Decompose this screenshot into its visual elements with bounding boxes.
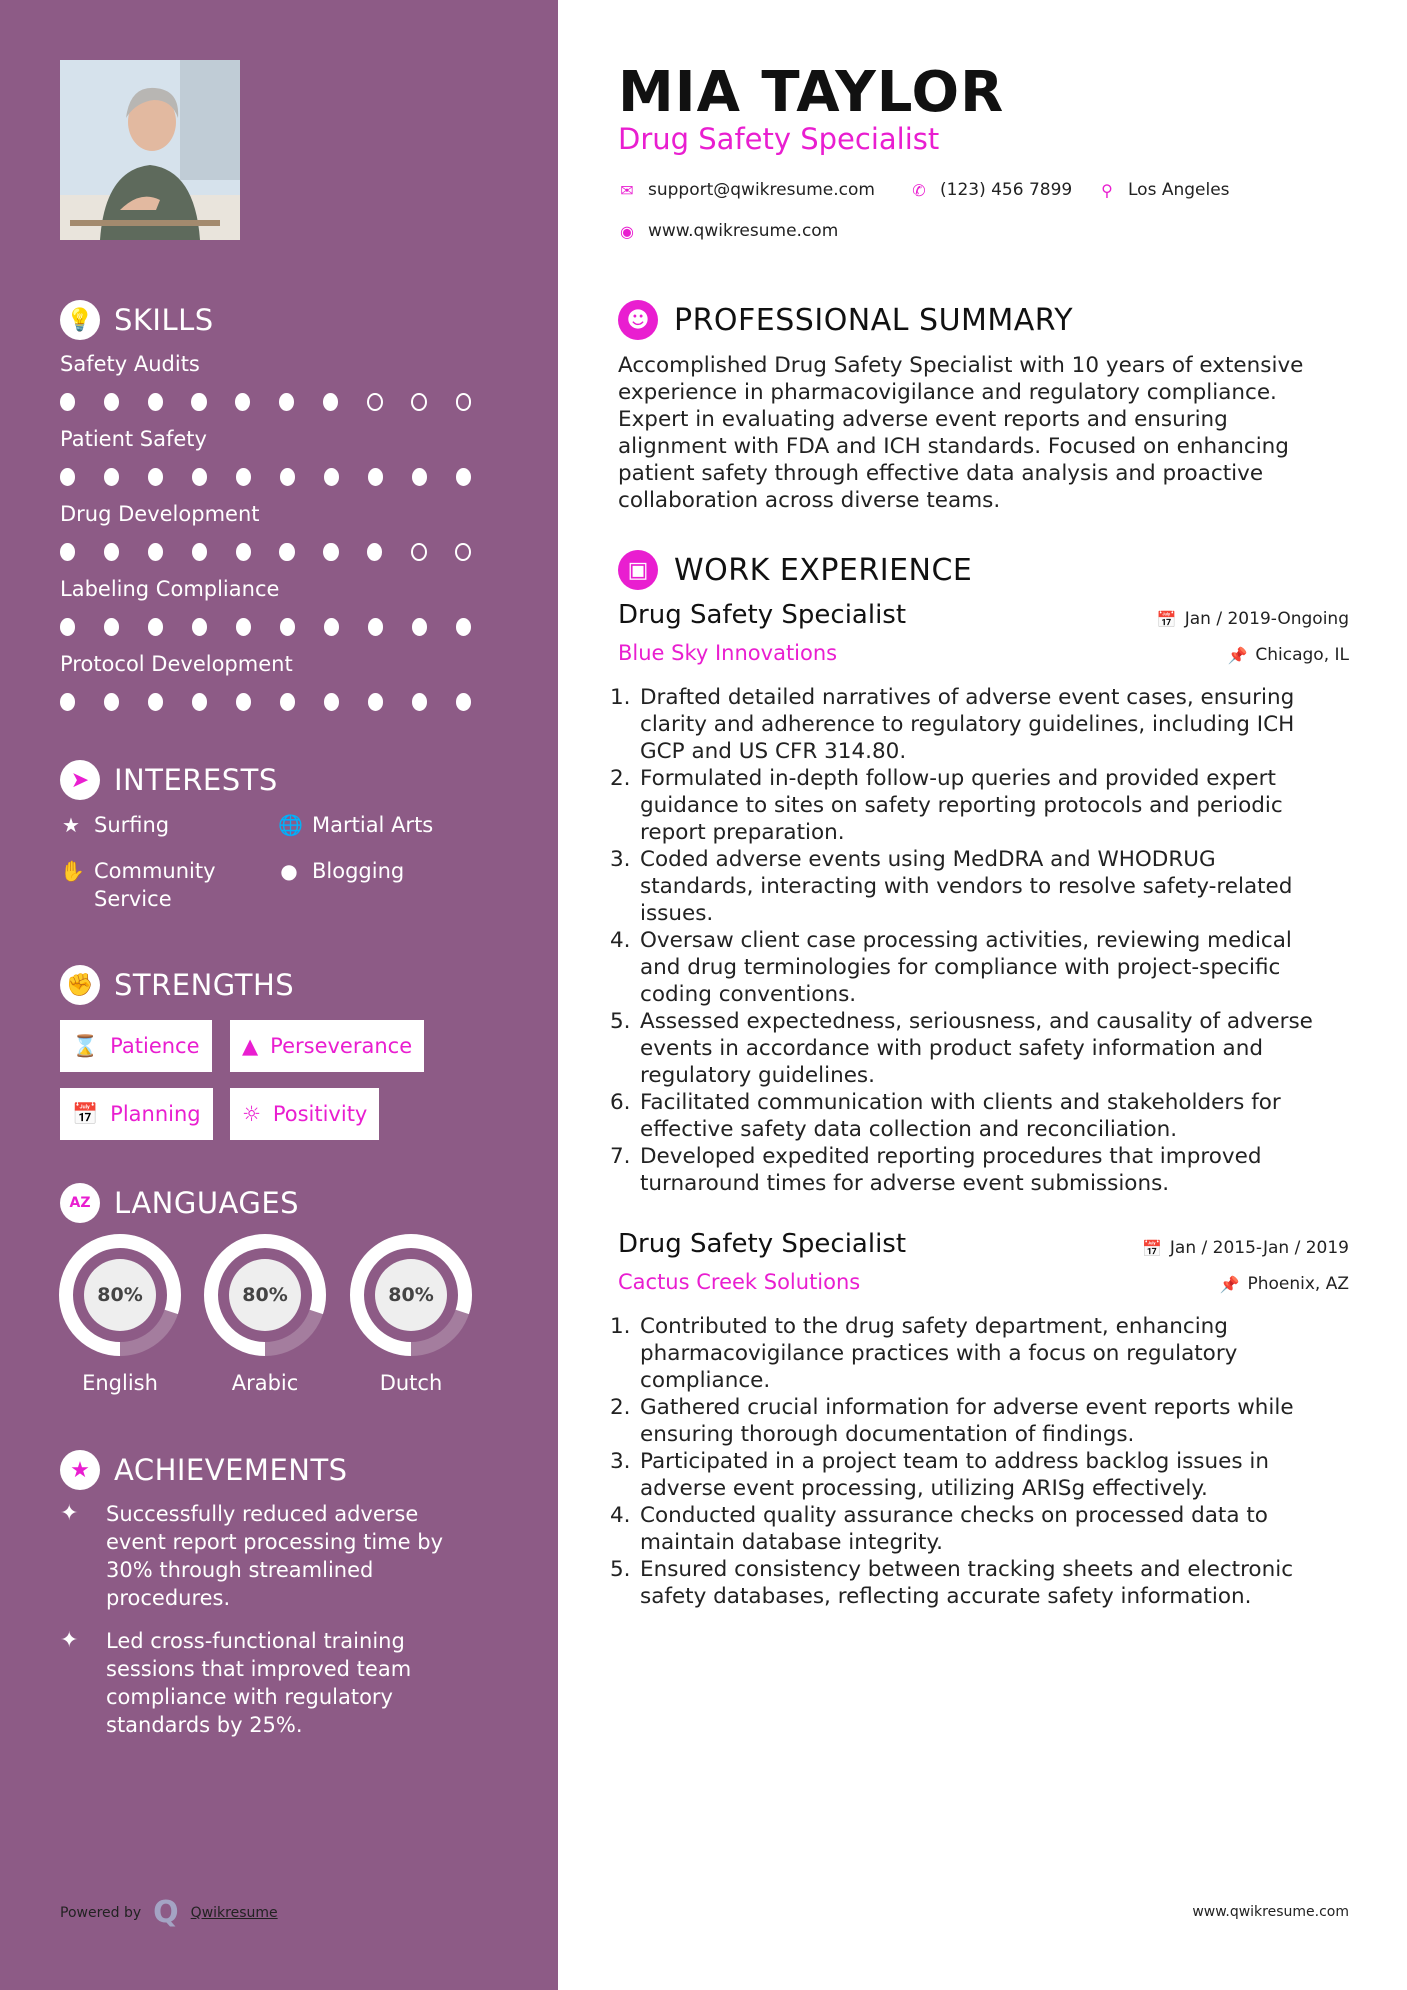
bullet-number: 3. — [610, 1449, 631, 1474]
shooting-star-icon: ✦ — [60, 1501, 79, 1526]
bullet-number: 6. — [610, 1090, 631, 1115]
user-icon: ☻ — [618, 300, 658, 340]
job-title: Drug Safety Specialist — [618, 600, 907, 630]
skill-dot-filled — [192, 618, 207, 636]
bullet-line: turnaround times for adverse event submissions. — [640, 1171, 1170, 1196]
skill-dot-filled — [236, 543, 251, 561]
skill-dot-filled — [148, 618, 163, 636]
language-name: Arabic — [231, 1371, 299, 1395]
job-bullet — [610, 1313, 1358, 1394]
bullet-line: clarity and adherence to regulatory guidelines, including ICH — [640, 712, 1295, 737]
job-bullet — [610, 1556, 1358, 1610]
bullet-line: Participated in a project team to address backlog issues in — [640, 1449, 1269, 1474]
bullet-number: 3. — [610, 847, 631, 872]
contact-email[interactable] — [618, 180, 875, 200]
skill-dot-filled — [192, 543, 207, 561]
contact-location — [1098, 180, 1230, 200]
location-text: Los Angeles — [1128, 180, 1230, 200]
language-english — [58, 1233, 182, 1395]
briefcase-chair-icon: ▣ — [618, 550, 658, 590]
summary-line: collaboration across diverse teams. — [618, 488, 1001, 513]
job-title: Drug Safety Specialist — [618, 1229, 907, 1259]
skill-dot-filled — [412, 693, 427, 711]
skill-dot-filled — [104, 468, 119, 486]
profile-photo — [60, 60, 240, 240]
skill-dot-empty — [411, 393, 427, 411]
sun-icon: ☼ — [242, 1102, 261, 1126]
skill-label: Drug Development — [60, 502, 260, 526]
achievement-item — [60, 1500, 480, 1612]
candidate-name: MIA TAYLOR — [618, 60, 1005, 125]
bullet-number: 7. — [610, 1144, 631, 1169]
bullet-line: Formulated in-depth follow-up queries and provided expert — [640, 766, 1276, 791]
qwikresume-logo-icon: Q — [153, 1895, 179, 1930]
calendar-icon: 📅 — [1156, 609, 1177, 629]
map-pin-icon: ⚲ — [1101, 180, 1113, 200]
skill-dot-filled — [368, 618, 383, 636]
hands-icon: ✋ — [60, 859, 85, 883]
sidebar — [0, 0, 558, 1990]
strength-label: Perseverance — [270, 1034, 413, 1058]
skill-dot-empty — [411, 543, 427, 561]
skill-dot-filled — [104, 693, 119, 711]
bullet-line: ensuring thorough documentation of findings. — [640, 1422, 1135, 1447]
bullet-line: Assessed expectedness, seriousness, and causality of adverse — [640, 1009, 1313, 1034]
skill-dot-filled — [279, 543, 294, 561]
skill-dot-empty — [367, 393, 383, 411]
powered-by — [60, 1895, 278, 1930]
skill-dot-filled — [236, 468, 251, 486]
skill-dot-filled — [148, 693, 163, 711]
phone-icon: ✆ — [912, 180, 926, 200]
skill-rating — [60, 468, 500, 486]
skill-dot-filled — [104, 393, 119, 411]
skill-dot-filled — [236, 693, 251, 711]
achievement-line: procedures. — [106, 1586, 231, 1610]
strength-badge — [230, 1020, 424, 1072]
contact-website[interactable] — [618, 221, 838, 241]
bullet-line: GCP and US CFR 314.80. — [640, 739, 907, 764]
skill-dot-filled — [279, 393, 294, 411]
bullet-number: 1. — [610, 685, 631, 710]
languages-heading: AZ LANGUAGES — [60, 1183, 299, 1223]
hourglass-icon: ⌛ — [72, 1033, 99, 1058]
job-bullets — [610, 684, 1358, 1197]
main-content — [558, 0, 1407, 1990]
skills-heading: 💡 SKILLS — [60, 300, 214, 340]
skill-dot-filled — [456, 618, 471, 636]
powered-by-label: Powered by — [60, 1905, 142, 1921]
summary-heading: ☻ PROFESSIONAL SUMMARY — [618, 300, 1073, 340]
skill-dot-filled — [368, 468, 383, 486]
achievements-heading: ★ ACHIEVEMENTS — [60, 1450, 348, 1490]
job-company: Cactus Creek Solutions — [618, 1270, 861, 1294]
bullet-number: 2. — [610, 766, 631, 791]
lightbulb-icon: 💡 — [60, 300, 100, 340]
skill-dot-filled — [367, 543, 382, 561]
bullet-line: Gathered crucial information for adverse event reports while — [640, 1395, 1294, 1420]
language-percent: 80% — [97, 1284, 143, 1306]
bullet-line: guidance to sites on safety reporting protocols and periodic — [640, 793, 1283, 818]
skill-dot-filled — [280, 468, 295, 486]
job-bullet — [610, 1089, 1358, 1143]
bullet-line: and drug terminologies for compliance with project-specific — [640, 955, 1281, 980]
skill-dot-filled — [192, 468, 207, 486]
bullet-line: Oversaw client case processing activities, reviewing medical — [640, 928, 1292, 953]
job-location — [1227, 645, 1349, 665]
skill-dot-filled — [280, 618, 295, 636]
strength-label: Patience — [110, 1034, 200, 1058]
skill-dot-filled — [60, 693, 75, 711]
interest-label: Surfing — [94, 813, 170, 837]
job-bullet — [610, 765, 1358, 846]
shooting-star-icon: ✦ — [60, 1628, 79, 1653]
skill-dot-filled — [60, 543, 75, 561]
interest-label-line: Community — [94, 859, 216, 883]
qwikresume-link[interactable]: Qwikresume — [190, 1905, 278, 1921]
bullet-line: Ensured consistency between tracking sheets and electronic — [640, 1557, 1294, 1582]
raised-fist-icon: ✊ — [60, 965, 100, 1005]
summary-line: experience in pharmacovigilance and regulatory compliance. — [618, 380, 1277, 405]
achievement-text — [106, 1500, 443, 1612]
skill-dot-filled — [60, 393, 75, 411]
interest-item — [278, 857, 404, 885]
skill-label: Protocol Development — [60, 652, 293, 676]
calendar-icon: 📅 — [1141, 1238, 1162, 1258]
summary-text — [618, 352, 1358, 514]
bullet-number: 4. — [610, 928, 631, 953]
footer-website[interactable]: www.qwikresume.com — [1192, 1904, 1349, 1920]
summary-line: Accomplished Drug Safety Specialist with 10 years of extensive — [618, 353, 1304, 378]
strength-label: Positivity — [272, 1102, 368, 1126]
achievement-line: 30% through streamlined — [106, 1558, 374, 1582]
skill-dot-filled — [148, 393, 163, 411]
job-bullet — [610, 1448, 1358, 1502]
job-bullet — [610, 1502, 1358, 1556]
job-location — [1220, 1274, 1349, 1294]
skill-dot-filled — [323, 393, 338, 411]
skill-dot-filled — [60, 618, 75, 636]
skill-dot-filled — [192, 693, 207, 711]
summary-line: Expert in evaluating adverse event reports and ensuring — [618, 407, 1228, 432]
pushpin-icon: 📌 — [1219, 1274, 1240, 1294]
bullet-line: Conducted quality assurance checks on processed data to — [640, 1503, 1268, 1528]
job-bullets — [610, 1313, 1358, 1610]
skill-dot-filled — [324, 468, 339, 486]
achievement-text — [106, 1627, 411, 1739]
language-dutch — [349, 1233, 473, 1395]
bullet-line: events in accordance with product safety information and — [640, 1036, 1263, 1061]
bullet-line: Drafted detailed narratives of adverse event cases, ensuring — [640, 685, 1295, 710]
job-dates — [1157, 609, 1349, 629]
strength-badge — [230, 1088, 379, 1140]
skill-dot-filled — [235, 393, 250, 411]
achievement-line: event report processing time by — [106, 1530, 444, 1554]
job-bullet — [610, 927, 1358, 1008]
language-name: English — [82, 1371, 158, 1395]
achievement-line: Led cross-functional training — [106, 1629, 405, 1653]
translate-icon: AZ — [60, 1183, 100, 1223]
job-dates-text: Jan / 2019-Ongoing — [1184, 609, 1349, 629]
strengths-heading: ✊ STRENGTHS — [60, 965, 294, 1005]
interest-label-line: Service — [94, 887, 172, 911]
contact-phone[interactable] — [910, 180, 1072, 200]
strength-badge — [60, 1020, 212, 1072]
skill-rating — [60, 543, 500, 561]
skill-dot-empty — [456, 393, 472, 411]
bullet-number: 1. — [610, 1314, 631, 1339]
language-name: Dutch — [379, 1371, 443, 1395]
strength-badge — [60, 1088, 213, 1140]
job-location-text: Phoenix, AZ — [1247, 1274, 1349, 1294]
skill-labeling-compliance — [60, 577, 500, 636]
interest-item — [60, 811, 169, 839]
bullet-line: Coded adverse events using MedDRA and WHODRUG — [640, 847, 1216, 872]
skill-dot-filled — [412, 618, 427, 636]
job-bullet — [610, 1143, 1358, 1197]
bullet-line: Developed expedited reporting procedures that improved — [640, 1144, 1262, 1169]
candidate-title: Drug Safety Specialist — [618, 122, 940, 156]
calendar-icon: 📅 — [72, 1101, 99, 1126]
skill-dot-filled — [104, 618, 119, 636]
paper-plane-icon: ➤ — [60, 760, 100, 800]
achievement-item — [60, 1627, 480, 1739]
language-arabic — [203, 1233, 327, 1395]
interest-item — [278, 811, 433, 839]
skill-dot-filled — [148, 543, 163, 561]
email-text: support@qwikresume.com — [648, 180, 875, 200]
star-icon: ★ — [62, 813, 80, 837]
bullet-line: standards, interacting with vendors to resolve safety-related — [640, 874, 1293, 899]
bullet-line: report preparation. — [640, 820, 845, 845]
interest-label: Blogging — [312, 859, 405, 883]
bullet-line: compliance. — [640, 1368, 771, 1393]
summary-line: patient safety through effective data analysis and proactive — [618, 461, 1264, 486]
skill-dot-filled — [456, 693, 471, 711]
job-dates-text: Jan / 2015-Jan / 2019 — [1169, 1238, 1349, 1258]
globe-icon: 🌐 — [278, 813, 303, 837]
mountain-icon: ▲ — [242, 1034, 259, 1058]
bullet-line: pharmacovigilance practices with a focus on regulatory — [640, 1341, 1238, 1366]
job-bullet — [610, 846, 1358, 927]
job-location-text: Chicago, IL — [1255, 645, 1349, 665]
achievement-line: compliance with regulatory — [106, 1685, 393, 1709]
phone-text: (123) 456 7899 — [940, 180, 1073, 200]
skill-protocol-development — [60, 652, 500, 711]
skill-dot-filled — [324, 693, 339, 711]
skill-drug-development — [60, 502, 500, 561]
envelope-icon: ✉ — [620, 180, 634, 200]
globe-icon: ◉ — [620, 221, 634, 241]
job-dates — [1142, 1238, 1349, 1258]
skill-rating — [60, 693, 500, 711]
skill-rating — [60, 618, 500, 636]
bullet-line: adverse event processing, utilizing ARISg effectively. — [640, 1476, 1208, 1501]
website-text: www.qwikresume.com — [648, 221, 839, 241]
star-badge-icon: ★ — [60, 1450, 100, 1490]
job-company: Blue Sky Innovations — [618, 641, 838, 665]
bullet-number: 4. — [610, 1503, 631, 1528]
bullet-line: effective safety data collection and reconciliation. — [640, 1117, 1178, 1142]
skill-dot-filled — [324, 618, 339, 636]
bullet-number: 5. — [610, 1557, 631, 1582]
bullet-number: 2. — [610, 1395, 631, 1420]
skill-dot-filled — [412, 468, 427, 486]
skill-label: Labeling Compliance — [60, 577, 280, 601]
interests-heading: ➤ INTERESTS — [60, 760, 278, 800]
skill-dot-filled — [456, 468, 471, 486]
skill-dot-filled — [323, 543, 338, 561]
achievement-line: sessions that improved team — [106, 1657, 412, 1681]
language-percent: 80% — [242, 1284, 288, 1306]
interest-item — [60, 857, 216, 913]
bullet-line: Facilitated communication with clients and stakeholders for — [640, 1090, 1281, 1115]
skill-safety-audits — [60, 352, 500, 411]
skill-dot-filled — [191, 393, 206, 411]
bullet-line: safety databases, reflecting accurate safety information. — [640, 1584, 1252, 1609]
pushpin-icon: 📌 — [1227, 645, 1248, 665]
skill-dot-filled — [60, 468, 75, 486]
skill-label: Patient Safety — [60, 427, 207, 451]
skill-rating — [60, 393, 500, 411]
interest-label: Martial Arts — [312, 813, 434, 837]
interest-label — [94, 857, 216, 913]
bullet-line: Contributed to the drug safety department, enhancing — [640, 1314, 1228, 1339]
bullet-line: issues. — [640, 901, 714, 926]
group-icon: ● — [280, 859, 298, 883]
skill-dot-filled — [280, 693, 295, 711]
bullet-line: regulatory guidelines. — [640, 1063, 875, 1088]
skill-dot-filled — [104, 543, 119, 561]
bullet-line: maintain database integrity. — [640, 1530, 943, 1555]
strength-label: Planning — [110, 1102, 201, 1126]
skill-patient-safety — [60, 427, 500, 486]
skill-dot-filled — [368, 693, 383, 711]
skill-dot-empty — [455, 543, 471, 561]
bullet-line: coding conventions. — [640, 982, 857, 1007]
experience-heading: ▣ WORK EXPERIENCE — [618, 550, 972, 590]
summary-line: alignment with FDA and ICH standards. Focused on enhancing — [618, 434, 1289, 459]
job-bullet — [610, 1394, 1358, 1448]
skill-label: Safety Audits — [60, 352, 200, 376]
skill-dot-filled — [148, 468, 163, 486]
language-percent: 80% — [388, 1284, 434, 1306]
achievement-line: Successfully reduced adverse — [106, 1502, 419, 1526]
skill-dot-filled — [236, 618, 251, 636]
bullet-number: 5. — [610, 1009, 631, 1034]
achievement-line: standards by 25%. — [106, 1713, 303, 1737]
job-bullet — [610, 1008, 1358, 1089]
job-bullet — [610, 684, 1358, 765]
